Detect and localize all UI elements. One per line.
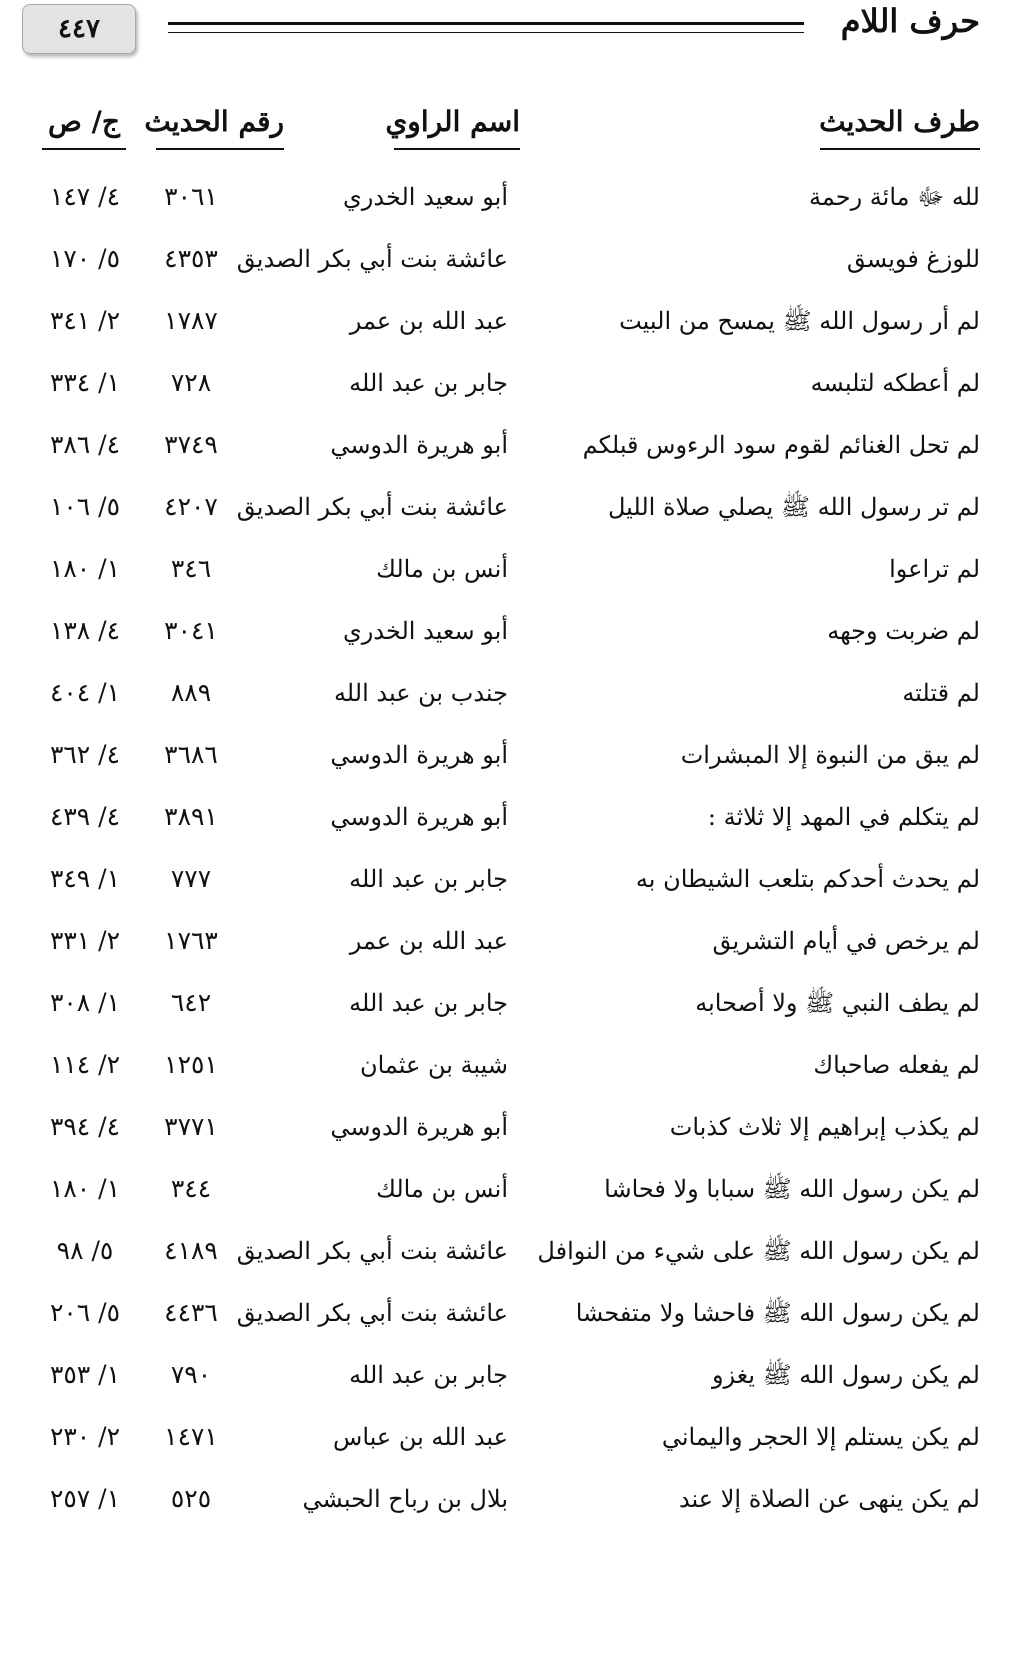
hadith-number: ١٤٧١ (164, 1422, 218, 1451)
volume-page-ref: ٢/ ٢٣٠ (49, 1422, 121, 1451)
hadith-number: ٥٢٥ (170, 1484, 212, 1513)
table-row (0, 538, 1010, 600)
hadith-tarf: لم يبق من النبوة إلا المبشرات (680, 741, 980, 769)
column-header-juz-safha: ج/ ص (42, 102, 126, 150)
hadith-tarf: لم يرخص في أيام التشريق (712, 927, 980, 955)
column-header-raqm: رقم الحديث (156, 102, 284, 150)
hadith-number: ٣٧٤٩ (164, 430, 218, 459)
hadith-number: ٨٨٩ (170, 678, 212, 707)
narrator-name: جابر بن عبد الله (349, 369, 508, 397)
hadith-tarf: لم يكن يستلم إلا الحجر واليماني (661, 1423, 980, 1451)
table-header (0, 102, 1010, 156)
volume-page-ref: ١/ ٣٠٨ (49, 988, 121, 1017)
table-row (0, 352, 1010, 414)
header-rule-thick (168, 22, 804, 25)
hadith-number: ٤٤٣٦ (164, 1298, 218, 1327)
table-row (0, 1158, 1010, 1220)
table-row (0, 1034, 1010, 1096)
hadith-number: ٤٣٥٣ (164, 244, 218, 273)
hadith-tarf: لم يكن رسول الله ﷺ فاحشا ولا متفحشا (575, 1299, 980, 1327)
table-row (0, 786, 1010, 848)
volume-page-ref: ٥/ ١٠٦ (49, 492, 121, 521)
volume-page-ref: ١/ ١٨٠ (49, 554, 121, 583)
narrator-name: عائشة بنت أبي بكر الصديق (236, 1237, 508, 1265)
hadith-number: ٣٨٩١ (164, 802, 218, 831)
narrator-name: عائشة بنت أبي بكر الصديق (236, 493, 508, 521)
table-row (0, 1282, 1010, 1344)
narrator-name: أبو سعيد الخدري (343, 183, 508, 211)
table-row (0, 1220, 1010, 1282)
volume-page-ref: ٤/ ٣٩٤ (49, 1112, 121, 1141)
volume-page-ref: ٤/ ٤٣٩ (49, 802, 121, 831)
hadith-number: ٣٧٧١ (164, 1112, 218, 1141)
narrator-name: عائشة بنت أبي بكر الصديق (236, 245, 508, 273)
narrator-name: أبو سعيد الخدري (343, 617, 508, 645)
hadith-tarf: لم يتكلم في المهد إلا ثلاثة : (707, 803, 980, 831)
hadith-number: ٤١٨٩ (164, 1236, 218, 1265)
table-row (0, 228, 1010, 290)
volume-page-ref: ١/ ١٨٠ (49, 1174, 121, 1203)
page-number: ٤٤٧ (58, 14, 100, 44)
narrator-name: أبو هريرة الدوسي (330, 1113, 508, 1141)
narrator-name: أبو هريرة الدوسي (330, 741, 508, 769)
table-row (0, 600, 1010, 662)
volume-page-ref: ٤/ ٣٦٢ (49, 740, 121, 769)
page-number-badge (22, 4, 136, 54)
table-row (0, 910, 1010, 972)
narrator-name: عائشة بنت أبي بكر الصديق (236, 1299, 508, 1327)
table-row (0, 290, 1010, 352)
chapter-title: حرف اللام (840, 2, 980, 40)
narrator-name: شيبة بن عثمان (359, 1051, 508, 1079)
volume-page-ref: ٤/ ١٣٨ (49, 616, 121, 645)
narrator-name: جابر بن عبد الله (349, 989, 508, 1017)
hadith-number: ٧٧٧ (170, 864, 212, 893)
volume-page-ref: ١/ ٤٠٤ (49, 678, 121, 707)
hadith-number: ٣٠٤١ (164, 616, 218, 645)
narrator-name: أنس بن مالك (376, 555, 508, 583)
narrator-name: بلال بن رباح الحبشي (302, 1485, 508, 1513)
header-rule-thin (168, 32, 804, 33)
table-row (0, 1406, 1010, 1468)
hadith-number: ١٧٨٧ (164, 306, 218, 335)
volume-page-ref: ٢/ ٣٤١ (49, 306, 121, 335)
hadith-index-table (0, 166, 1010, 1530)
hadith-number: ٣٤٦ (170, 554, 212, 583)
volume-page-ref: ٢/ ١١٤ (49, 1050, 121, 1079)
hadith-tarf: لم يكن رسول الله ﷺ سبابا ولا فحاشا (604, 1175, 980, 1203)
volume-page-ref: ١/ ٢٥٧ (49, 1484, 121, 1513)
table-row (0, 1468, 1010, 1530)
table-row (0, 166, 1010, 228)
hadith-number: ١٧٦٣ (164, 926, 218, 955)
narrator-name: أنس بن مالك (376, 1175, 508, 1203)
table-row (0, 1096, 1010, 1158)
hadith-number: ٤٢٠٧ (164, 492, 218, 521)
narrator-name: جابر بن عبد الله (349, 1361, 508, 1389)
table-row (0, 476, 1010, 538)
volume-page-ref: ٥/ ١٧٠ (49, 244, 121, 273)
hadith-tarf: لم قتلته (902, 679, 980, 707)
hadith-tarf: لم أعطكه لتلبسه (810, 369, 980, 397)
volume-page-ref: ٥/ ٩٨ (56, 1236, 114, 1265)
hadith-tarf: لم يكن رسول الله ﷺ على شيء من النوافل (537, 1237, 980, 1265)
table-row (0, 662, 1010, 724)
hadith-tarf: لم يكن رسول الله ﷺ يغزو (711, 1361, 980, 1389)
table-row (0, 972, 1010, 1034)
hadith-tarf: لم يكن ينهى عن الصلاة إلا عند (678, 1485, 980, 1513)
hadith-number: ٣٦٨٦ (164, 740, 218, 769)
narrator-name: جندب بن عبد الله (333, 679, 508, 707)
hadith-number: ٧٩٠ (170, 1360, 212, 1389)
narrator-name: جابر بن عبد الله (349, 865, 508, 893)
table-row (0, 1344, 1010, 1406)
hadith-number: ٧٢٨ (170, 368, 212, 397)
column-header-rawi: اسم الراوي (394, 102, 520, 150)
volume-page-ref: ٤/ ٣٨٦ (49, 430, 121, 459)
hadith-number: ٣٠٦١ (164, 182, 218, 211)
hadith-number: ٣٤٤ (170, 1174, 212, 1203)
volume-page-ref: ١/ ٣٤٩ (49, 864, 121, 893)
hadith-tarf: لم يحدث أحدكم بتلعب الشيطان به (635, 865, 980, 893)
narrator-name: عبد الله بن عمر (349, 927, 508, 955)
volume-page-ref: ٥/ ٢٠٦ (49, 1298, 121, 1327)
table-row (0, 414, 1010, 476)
table-row (0, 724, 1010, 786)
hadith-tarf: لم تر رسول الله ﷺ يصلي صلاة الليل (608, 493, 980, 521)
hadith-tarf: لم يكذب إبراهيم إلا ثلاث كذبات (669, 1113, 980, 1141)
column-header-tarf: طرف الحديث (820, 102, 980, 150)
volume-page-ref: ٢/ ٣٣١ (49, 926, 121, 955)
hadith-tarf: لم تراعوا (889, 555, 980, 583)
hadith-tarf: لم يطف النبي ﷺ ولا أصحابه (695, 989, 980, 1017)
volume-page-ref: ٤/ ١٤٧ (49, 182, 121, 211)
hadith-tarf: لم ضربت وجهه (827, 617, 980, 645)
hadith-tarf: لله ﷻ مائة رحمة (809, 183, 980, 211)
volume-page-ref: ١/ ٣٥٣ (49, 1360, 121, 1389)
hadith-tarf: لم تحل الغنائم لقوم سود الرءوس قبلكم (582, 431, 980, 459)
narrator-name: أبو هريرة الدوسي (330, 431, 508, 459)
hadith-number: ٦٤٢ (170, 988, 212, 1017)
hadith-tarf: لم يفعله صاحباك (813, 1051, 980, 1079)
hadith-number: ١٢٥١ (164, 1050, 218, 1079)
hadith-tarf: لم أر رسول الله ﷺ يمسح من البيت (619, 307, 980, 335)
table-row (0, 848, 1010, 910)
narrator-name: أبو هريرة الدوسي (330, 803, 508, 831)
volume-page-ref: ١/ ٣٣٤ (49, 368, 121, 397)
hadith-tarf: للوزغ فويسق (846, 245, 980, 273)
narrator-name: عبد الله بن عباس (333, 1423, 508, 1451)
narrator-name: عبد الله بن عمر (349, 307, 508, 335)
